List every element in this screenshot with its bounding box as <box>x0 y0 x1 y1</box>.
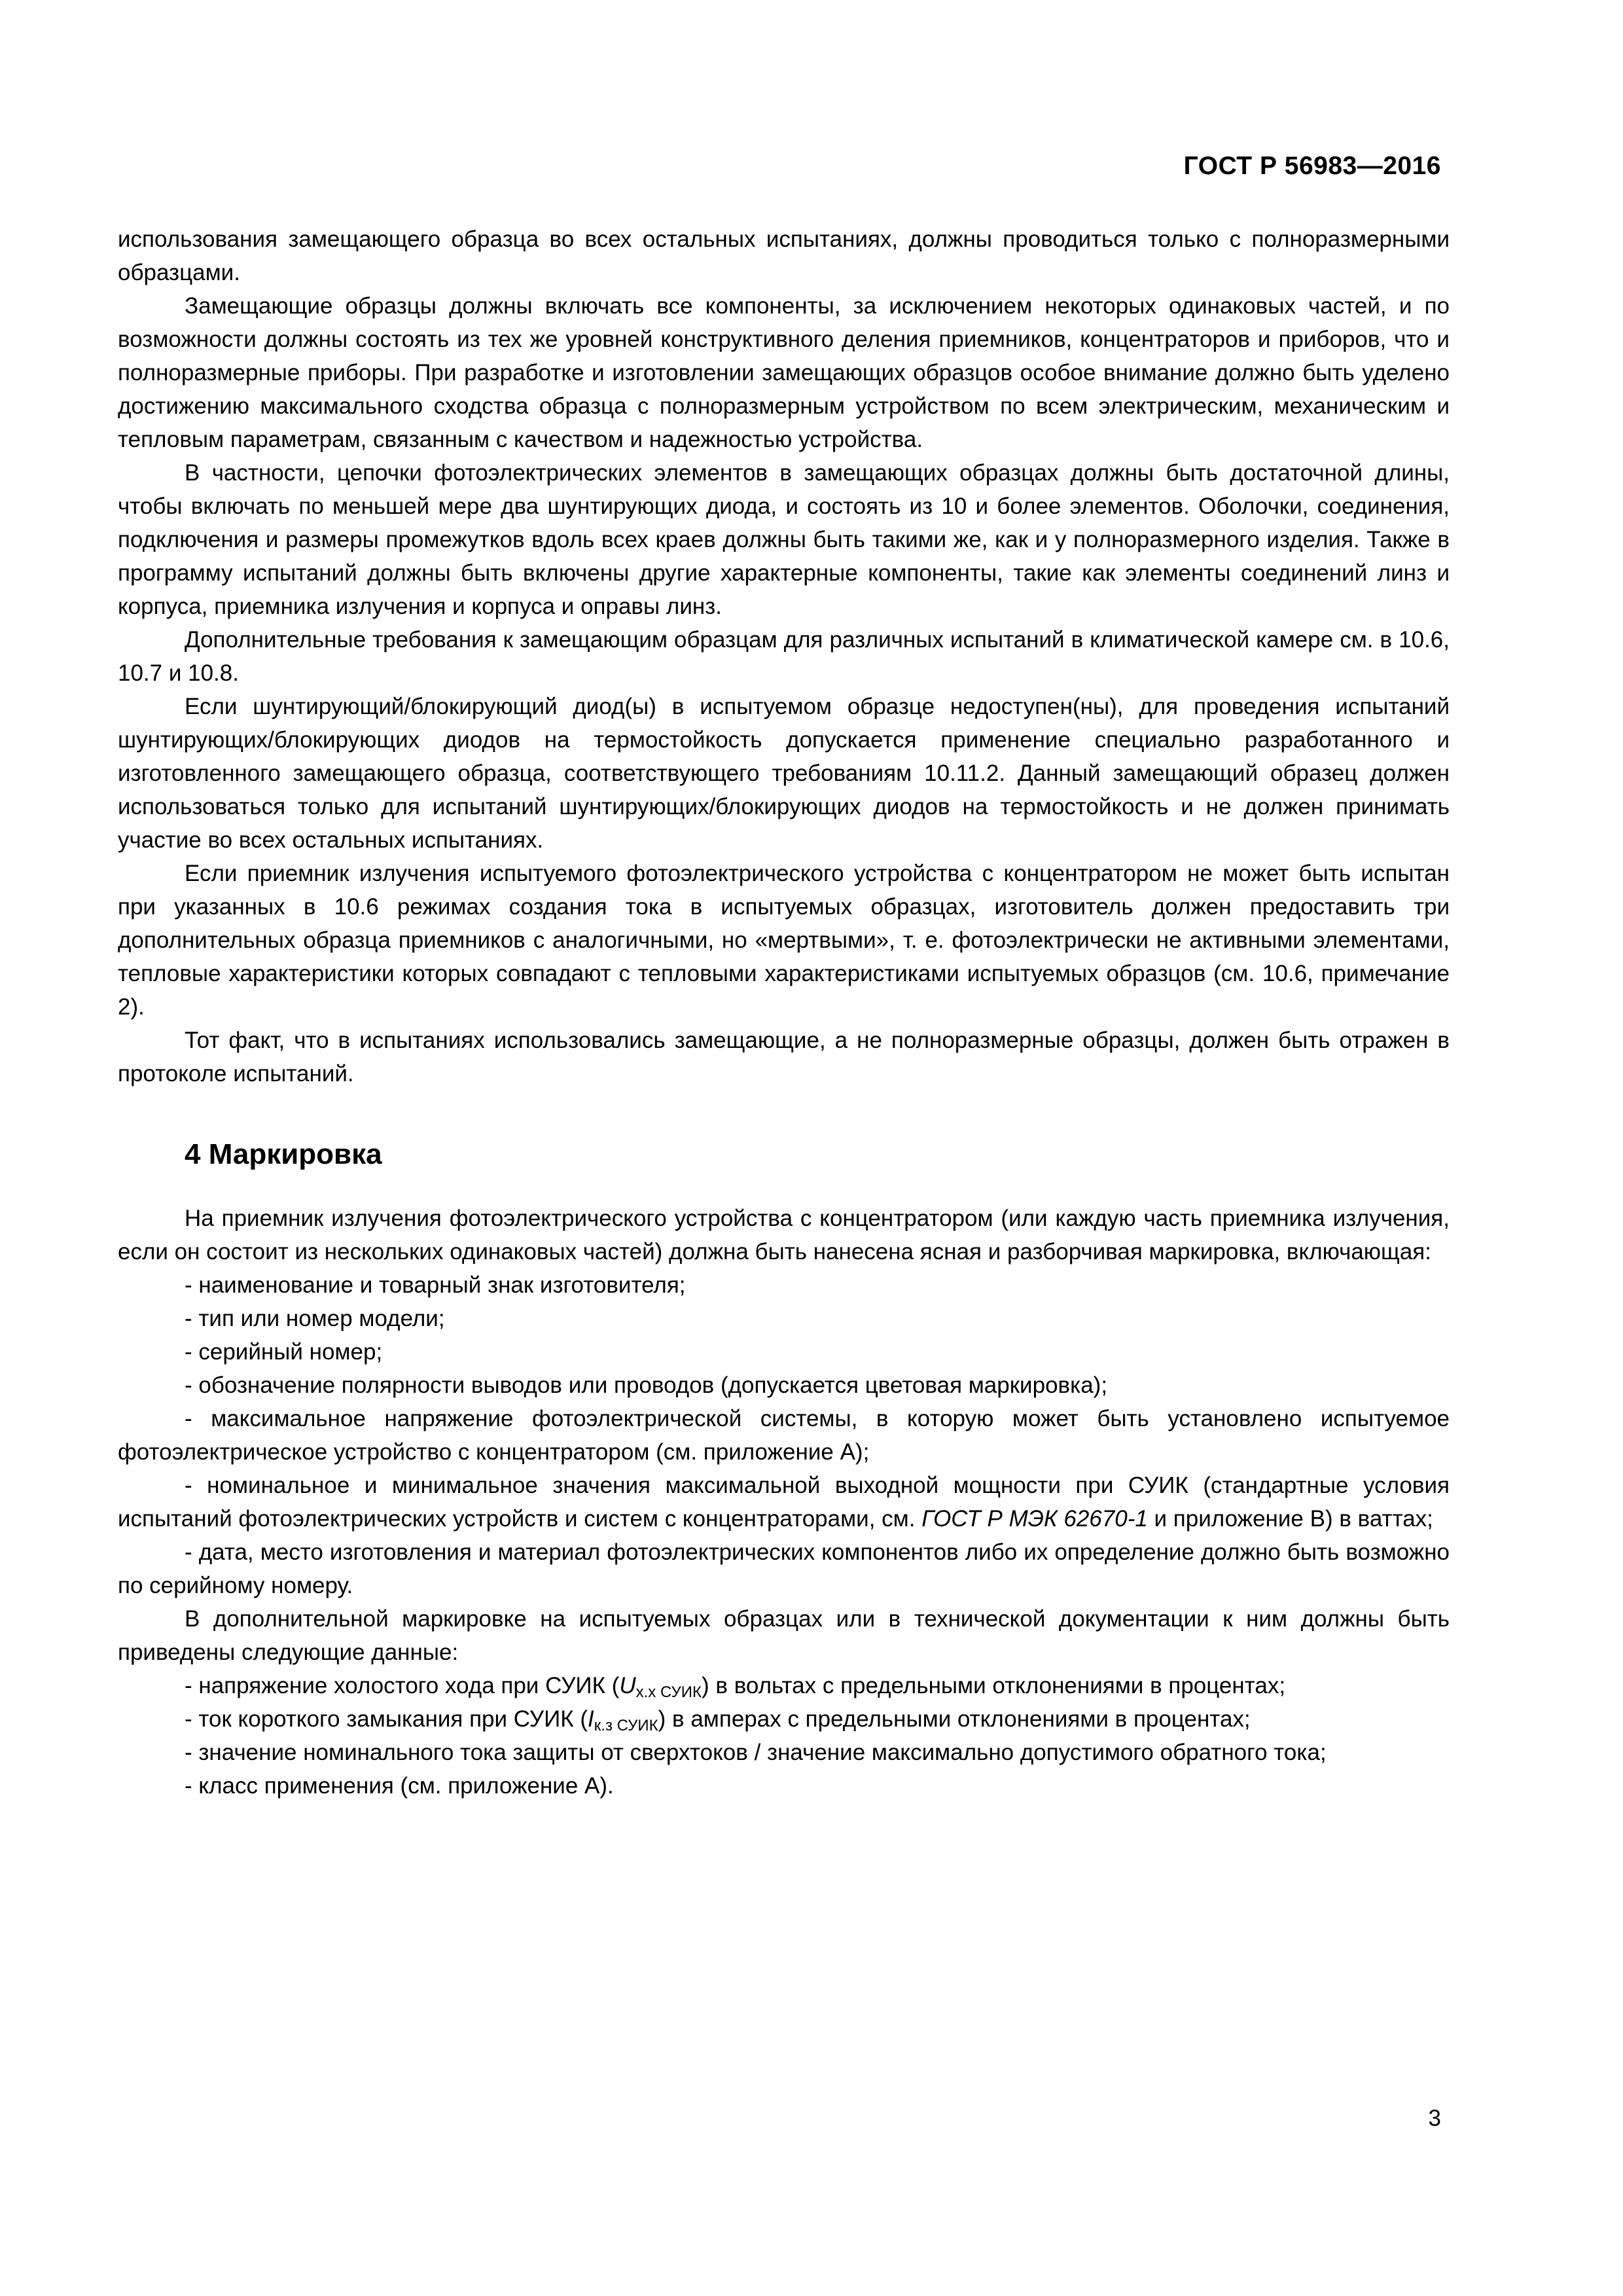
list-item: - серийный номер; <box>185 1339 383 1365</box>
list-item: - максимальное напряжение фотоэлектрической системы, в которую может быть установлено испытуемое фотоэлектрическое устройство с концентратором (см. приложение А); <box>118 1406 1450 1465</box>
list-item <box>118 1702 1450 1736</box>
list-item-text: - напряжение холостого хода при СУИК ( <box>185 1673 620 1698</box>
standard-reference: ГОСТ Р МЭК 62670-1 <box>921 1506 1148 1532</box>
paragraph: Если приемник излучения испытуемого фотоэлектрического устройства с концентратором не может быть испытан при указанных в 10.6 режимах создания тока в испытуемых образцах, изготовитель должен предоставить три дополнительных образца приемников с аналогичными, но «мертвыми», т. е. фотоэлектрически не активными элементами, тепловые характеристики которых совпадают с тепловыми характеристиками испытуемых образцов (см. 10.6, примечание 2). <box>118 861 1450 1020</box>
paragraph: Тот факт, что в испытаниях использовались замещающие, а не полноразмерные образцы, должен быть отражен в протоколе испытаний. <box>118 1028 1450 1086</box>
list-item-text: - ток короткого замыкания при СУИК ( <box>185 1706 588 1732</box>
section-heading: 4 Маркировка <box>185 1138 382 1170</box>
page-number: 3 <box>1428 2106 1441 2131</box>
list-item: - наименование и товарный знак изготовителя; <box>185 1272 686 1298</box>
current-subscript: к.з СУИК <box>594 1717 658 1734</box>
paragraph: использования замещающего образца во всех остальных испытаниях, должны проводиться только с полноразмерными образцами. <box>118 226 1450 285</box>
list-item: - класс применения (см. приложение А). <box>185 1773 614 1799</box>
additional-marking-intro: В дополнительной маркировке на испытуемых образцах или в технической документации к ним должны быть приведены следующие данные: <box>118 1606 1450 1665</box>
list-item-text: - номинальное и минимальное значения максимальной выходной мощности при СУИК (стандартные условия испытаний фотоэлектрических устройств и систем с концентраторами, см. <box>118 1473 1450 1532</box>
list-item: - тип или номер модели; <box>185 1306 445 1331</box>
paragraph: Дополнительные требования к замещающим образцам для различных испытаний в климатической камере см. в 10.6, 10.7 и 10.8. <box>118 627 1450 686</box>
list-item-text: ) в амперах с предельными отклонениями в процентах; <box>658 1706 1251 1732</box>
paragraph: Замещающие образцы должны включать все компоненты, за исключением некоторых одинаковых частей, и по возможности должны состоять из тех же уровней конструктивного деления приемников, концентраторов и приборов, что и полноразмерные приборы. При разработке и изготовлении замещающих образцов особое внимание должно быть уделено достижению максимального сходства образца с полноразмерным устройством по всем электрическим, механическим и тепловым параметрам, связанным с качеством и надежностью устройства. <box>118 293 1450 452</box>
section-intro: На приемник излучения фотоэлектрического устройства с концентратором (или каждую часть приемника излучения, если он состоит из нескольких одинаковых частей) должна быть нанесена ясная и разборчивая маркировка, включающая: <box>118 1206 1450 1265</box>
list-item: - дата, место изготовления и материал фотоэлектрических компонентов либо их определение должно быть возможно по серийному номеру. <box>118 1539 1450 1598</box>
paragraph: Если шунтирующий/блокирующий диод(ы) в испытуемом образце недоступен(ны), для проведения испытаний шунтирующих/блокирующих диодов на термостойкость допускается применение специально разработанного и изготовленного замещающего образца, соответствующего требованиям 10.11.2. Данный замещающий образец должен использоваться только для испытаний шунтирующих/блокирующих диодов на термостойкость и не должен принимать участие во всех остальных испытаниях. <box>118 694 1450 853</box>
list-item <box>118 1669 1450 1702</box>
list-item-text: и приложение В) в ваттах; <box>1147 1506 1433 1532</box>
voltage-subscript: х.х СУИК <box>635 1683 702 1701</box>
current-symbol: I <box>588 1706 594 1732</box>
voltage-symbol: U <box>619 1673 636 1698</box>
paragraph: В частности, цепочки фотоэлектрических элементов в замещающих образцах должны быть достаточной длины, чтобы включать по меньшей мере два шунтирующих диода, и состоять из 10 и более элементов. Оболочки, соединения, подключения и размеры промежутков вдоль всех краев должны быть такими же, как и у полноразмерного изделия. Также в программу испытаний должны быть включены другие характерные компоненты, такие как элементы соединений линз и корпуса, приемника излучения и корпуса и оправы линз. <box>118 460 1450 619</box>
list-item: - обозначение полярности выводов или проводов (допускается цветовая маркировка); <box>185 1372 1108 1398</box>
page-content <box>118 223 1450 1803</box>
list-item: - значение номинального тока защиты от сверхтоков / значение максимально допустимого обратного тока; <box>185 1740 1327 1765</box>
list-item <box>118 1469 1450 1535</box>
document-code: ГОСТ Р 56983—2016 <box>1183 152 1441 180</box>
list-item-text: ) в вольтах с предельными отклонениями в процентах; <box>702 1673 1286 1698</box>
